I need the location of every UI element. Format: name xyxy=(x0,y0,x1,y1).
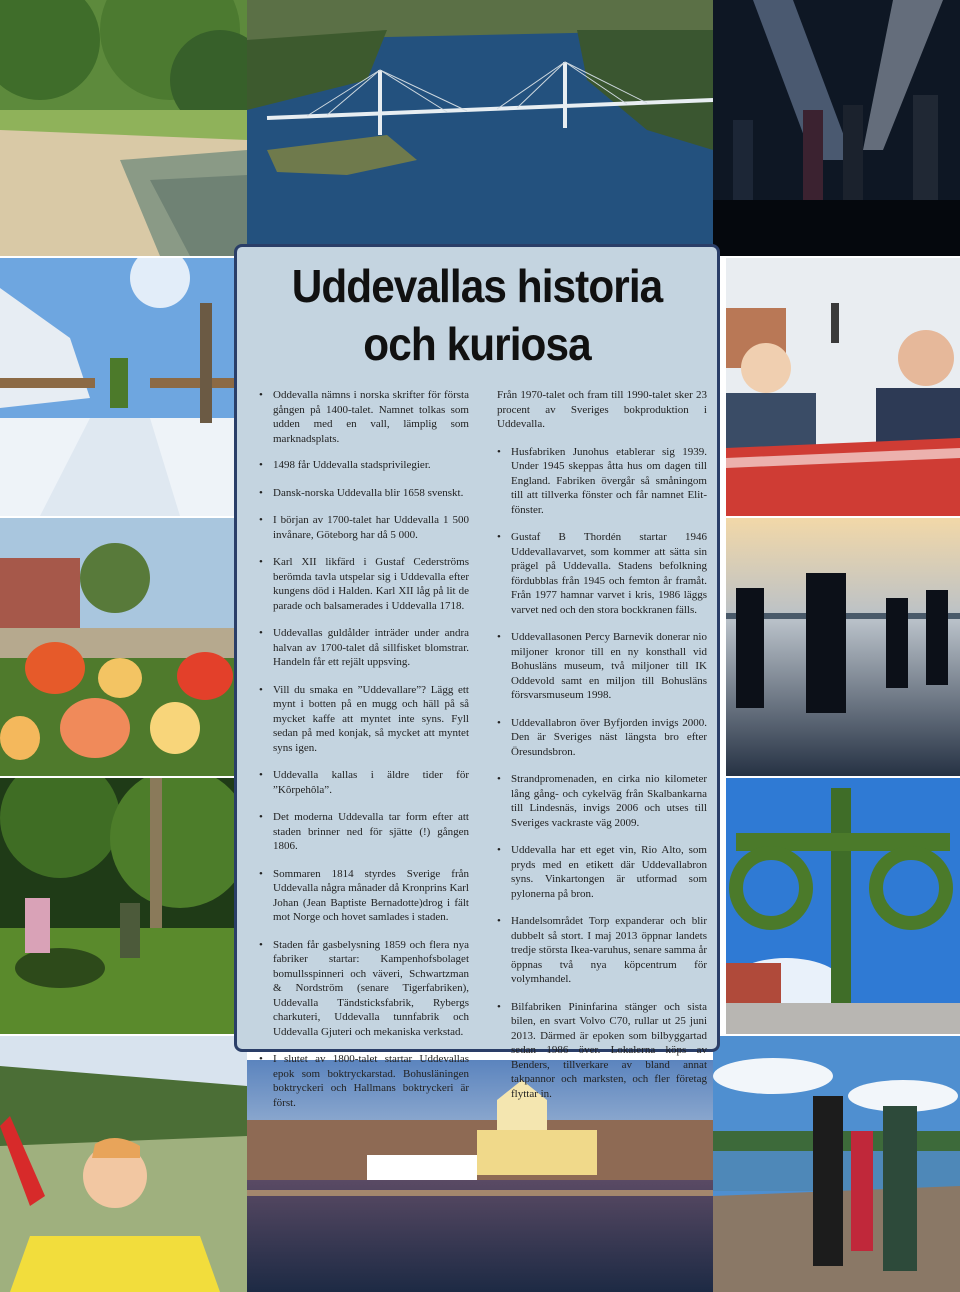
list-item: • I början av 1700-talet har Uddevalla 1 500 invånare, Göteborg har då 5 000. xyxy=(259,513,469,542)
list-item: • I slutet av 1800-talet startar Uddevallas epok som boktryckarstad. Bohusläningen boktryckeri och Hallmans boktryckeri är först. xyxy=(259,1052,469,1110)
list-item: • Oddevalla nämns i norska skrifter för första gången på 1400-talet. Namnet tolkas som udden med en vall, lämplig som marknadsplats. xyxy=(259,388,469,446)
list-item: • Karl XII likfärd i Gustaf Cederströms berömda tavla utspelar sig i Uddevalla efter kungens död i Halden. Karl XII låg på lit de parade och balsamerades i Uddevalla 1718. xyxy=(259,555,469,613)
tulips-square-photo xyxy=(0,518,234,776)
coastal-hikers-photo xyxy=(713,1036,960,1292)
concert-photo xyxy=(713,0,960,256)
midsummer-pole-photo xyxy=(726,778,960,1034)
ice-skaters-photo xyxy=(726,518,960,776)
right-fact-list xyxy=(497,388,707,1101)
list-item: • Strandpromenaden, en cirka nio kilometer lång gång- och cykelväg från Skalbankarna till Lindesnäs, invigs 2006 och utses till Sveriges vackraste väg 2009. xyxy=(497,772,707,830)
list-item: • Uddevalla har ett eget vin, Rio Alto, som pryds med en etikett där Uddevallabron syns. Vinkartongen är utformad som pylonerna på bron. xyxy=(497,843,707,901)
list-item: • Uddevalla kallas i äldre tider för ”Kôrpehôla”. xyxy=(259,768,469,797)
list-item: • Gustaf B Thordén startar 1946 Uddevallavarvet, som kommer att sätta sin prägel på Uddevalla. Stadens befolkning fördubblas från 1945 och femton år framåt. Från 1977 hamnar varvet i kris, 1986 läggs varvet ned och den stora bockkranen fälls. xyxy=(497,530,707,617)
winter-bridge-photo xyxy=(0,258,234,516)
list-item: • Uddevallasonen Percy Barnevik donerar nio miljoner kronor till en ny konsthall vid Bohusläns museum, två miljoner till IK Oddevold samt en miljon till Bohusläns försvarsmuseum 1998. xyxy=(497,630,707,703)
left-fact-list xyxy=(259,388,469,1110)
list-item: • Uddevallabron över Byfjorden invigs 2000. Den är Sveriges näst längsta bro efter Öresundsbron. xyxy=(497,716,707,760)
list-item: • Sommaren 1814 styrdes Sverige från Uddevalla några månader då Kronprins Karl Johan (Jean Baptiste Bernadotte)drog i fält mot Norge och hovet samlades i staden. xyxy=(259,867,469,925)
bridge-aerial-photo xyxy=(247,0,713,244)
list-item: • Husfabriken Junohus etablerar sig 1939. Under 1945 skeppas åtta hus om dagen till England. Fabriken övergår så småningom till att tillverka fönster och får namnet Elit-fönster. xyxy=(497,445,707,518)
list-item: • 1498 får Uddevalla stadsprivilegier. xyxy=(259,458,469,473)
forest-photo xyxy=(0,778,234,1034)
list-item: • Uddevallas guldålder inträder under andra halvan av 1700-talet då sillfisket blomstrar. Handeln får ett rejält uppsving. xyxy=(259,626,469,670)
title-line-1: Uddevallas historia xyxy=(291,260,663,312)
list-item: • Bilfabriken Pininfarina stänger och sista bilen, en svart Volvo C70, rullar ut 25 juni 2013. Därmed är epoken som bilbyggartad sedan 1986 över. Lokalerna köps av Benders, tillverkare av bland annat takpannor och marksten, och fler företag flyttar in. xyxy=(497,1000,707,1102)
title-line-2: och kuriosa xyxy=(363,318,591,370)
intro-paragraph: Från 1970-talet och fram till 1990-talet sker 23 procent av Sveriges bokproduktion i Uddevalla. xyxy=(497,389,707,430)
festival-boy-photo xyxy=(0,1036,247,1292)
list-item: • Dansk-norska Uddevalla blir 1658 svenskt. xyxy=(259,486,469,501)
list-item: • Det moderna Uddevalla tar form efter att staden brinner ned för sjätte (!) gången 1806. xyxy=(259,810,469,854)
page-title xyxy=(256,257,698,373)
market-people-photo xyxy=(726,258,960,516)
beach-photo xyxy=(0,0,247,256)
list-item: • Vill du smaka en ”Uddevallare”? Lägg ett mynt i botten på en mugg och häll på så mycket kaffe att myntet inte syns. Fyll sedan på med konjak, så mycket att myntet syns igen. xyxy=(259,683,469,756)
history-panel xyxy=(234,244,720,1109)
list-item: • Handelsområdet Torp expanderar och blir dubbelt så stort. I maj 2013 öppnar landets tredje största Ikea-varuhus, senare samma år öppnas två nya köpcentrum för volymhandel. xyxy=(497,914,707,987)
list-item: • Staden får gasbelysning 1859 och flera nya fabriker startar: Kampenhofsbolaget bomullsspinneri och väveri, Schwartzman & Nordström (senare Tigerfabriken), Uddevalla Tändsticksfabrik, Rybergs charkuteri, Uddevalla tunnfabrik och Uddevalla Gjuteri och mekaniska verkstad. xyxy=(259,938,469,1040)
